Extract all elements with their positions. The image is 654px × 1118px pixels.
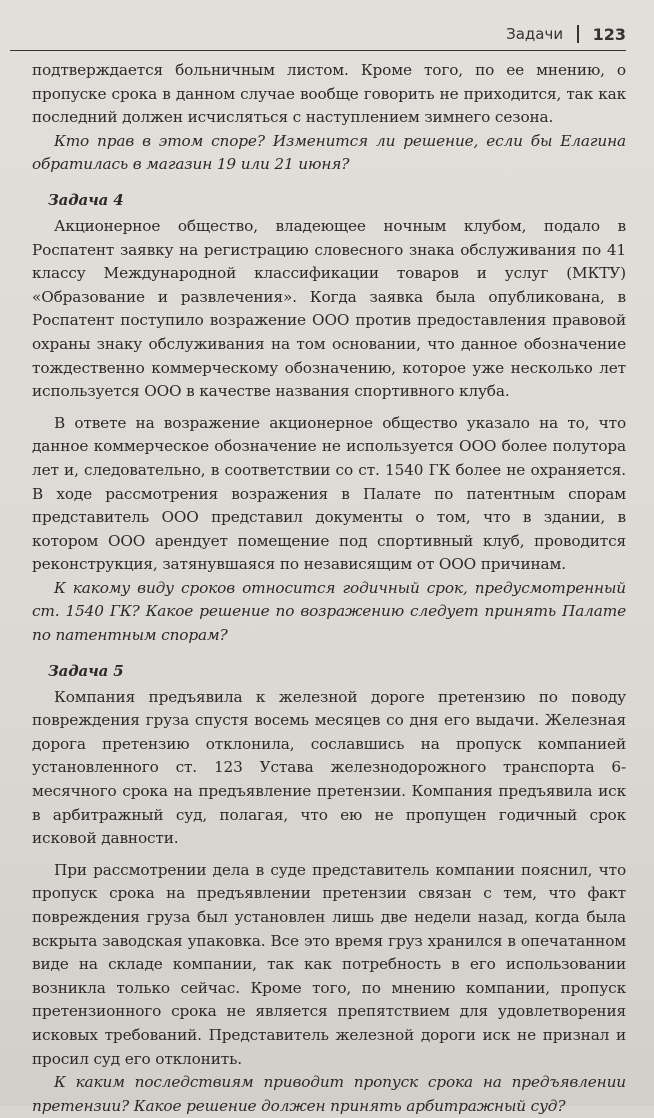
page-number: 123 [592, 24, 626, 44]
paragraph: В ответе на возражение акционерное общество указало на то, что данное коммерческое обозначение не используется ООО более полутора лет и, следовательно, в соответствии со ст. 1540 ГК более не охраняется. В ходе рассмотрения возражения в Палате по патентным спорам представитель ООО представил документы о том, что в здании, в котором ООО арендует помещение под спортивный клуб, проводится реконструкция, затянувшаяся по независящим от ООО причинам. [32, 413, 626, 574]
paragraph: подтверждается больничным листом. Кроме того, по ее мнению, о пропуске срока в данном случае вообще говорить не приходится, так как последний должен исчисляться с наступлением зимнего сезона. [32, 61, 626, 127]
running-header [10, 18, 626, 51]
question-paragraph: К каким последствиям приводит пропуск срока на предъявлении претензии? Какое решение должен принять арбитражный суд? [32, 1073, 626, 1115]
paragraph: Акционерное общество, владеющее ночным клубом, подало в Роспатент заявку на регистрацию словесного знака обслуживания по 41 классу Международной классификации товаров и услуг (МКТУ) «Образование и развлечения». Когда заявка была опубликована, в Роспатент поступило возражение ООО против предоставления правовой охраны знаку обслуживания на том основании, что данное обозначение тождественно коммерческому обозначению, которое уже несколько лет используется ООО в качестве названия спортивного клуба. [32, 216, 626, 401]
section-title: Задачи [506, 25, 564, 43]
task-heading: Задача 5 [48, 661, 124, 680]
paragraph-spacer [32, 404, 626, 412]
page-body [32, 59, 626, 1118]
task-heading: Задача 4 [48, 190, 124, 209]
question-paragraph: Кто прав в этом споре? Изменится ли решение, если бы Елагина обратилась в магазин 19 или 21 июня? [32, 131, 626, 174]
paragraph: При рассмотрении дела в суде представитель компании пояснил, что пропуск срока на предъявлении претензии связан с тем, что факт повреждения груза был установлен лишь две недели назад, когда была вскрыта заводская упаковка. Все это время груз хранился в опечатанном виде на складе компании, так как потребность в его использовании возникла только сейчас. Кроме того, по мнению компании, пропуск претензионного срока не является препятствием для удовлетворения исковых требований. Представитель железной дороги иск не признал и просил суд его отклонить. [32, 860, 626, 1068]
question-paragraph: К какому виду сроков относится годичный срок, предусмотренный ст. 1540 ГК? Какое решение по возражению следует принять Палате по патентным спорам? [32, 578, 626, 645]
header-divider [577, 25, 579, 43]
paragraph-spacer [32, 851, 626, 859]
paragraph: Компания предъявила к железной дороге претензию по поводу повреждения груза спустя восемь месяцев со дня его выдачи. Железная дорога претензию отклонила, сославшись на пропуск компанией установленного ст. 123 Устава железнодорожного транспорта 6-месячного срока на предъявление претензии. Компания предъявила иск в арбитражный суд, полагая, что ею не пропущен годичный срок исковой давности. [32, 687, 626, 848]
